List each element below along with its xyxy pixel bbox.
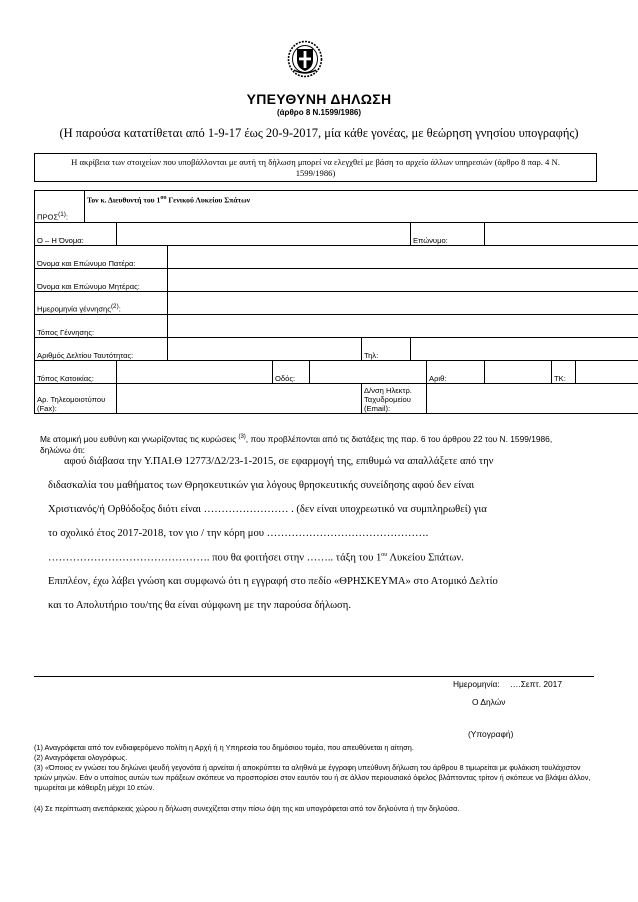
fax-label: Αρ. Τηλεομοιοτύπου (Fax):: [35, 384, 117, 414]
personal-details-form: [34, 190, 638, 414]
id-number-label: Αριθμός Δελτίου Ταυτότητας:: [35, 338, 168, 361]
mother-name-label: Όνομα και Επώνυμο Μητέρας:: [35, 269, 168, 292]
footnote-3: (3) «Όποιος εν γνώσει του δηλώνει ψευδή γεγονότα ή αρνείται ή αποκρύπτει τα αληθινά με έγγραφη υπεύθυνη δήλωση του άρθρου 8 τιμωρείται με φυλάκιση τουλάχιστον τριών μηνών. Εάν ο υπαίτιος αυτών των πράξεων σκόπευε να προσπορίσει στον εαυτόν του ή σε άλλον περιουσιακό όφελος βλάπτοντας τρίτον ή σκόπευε να βλάψει άλλον, τιμωρείται με κάθειρξη μέχρι 10 ετών.: [34, 763, 591, 792]
residence-label: Τόπος Κατοικίας:: [35, 361, 117, 384]
declaration-line: και το Απολυτήριο του/της θα είναι σύμφωνη με την παρούσα δήλωση.: [48, 600, 351, 611]
street-label: Οδός:: [273, 361, 310, 384]
hellenic-republic-emblem-icon: [287, 40, 323, 78]
sanctions-footnote-ref: (3): [238, 434, 246, 440]
residence-field[interactable]: [117, 361, 273, 384]
declaration-line: το σχολικό έτος 2017-2018, τον γιο / την κόρη μου ……………………………………….: [48, 528, 429, 539]
to-label-cell: [35, 191, 85, 223]
addressee-text-1: Τον κ. Διευθυντή του 1: [87, 195, 161, 205]
declaration-line-5-text-1: ………………………………………. που θα φοιτήσει στην …….. τάξη του 1: [48, 552, 382, 564]
declaration-line-5: [48, 552, 593, 564]
addressee-text-2: Γενικού Λυκείου Σπάτων: [166, 195, 251, 205]
addressee-superscript: ου: [160, 195, 167, 201]
footnote-1: (1) Αναγράφεται από τον ενδιαφερόμενο πολίτη η Αρχή ή η Υπηρεσία του δημόσιου τομέα, που απευθύνεται η αίτηση.: [34, 743, 414, 752]
signature-date-field[interactable]: ….Σεπτ. 2017: [510, 679, 562, 689]
zip-field[interactable]: [576, 361, 638, 384]
to-label-colon: :: [65, 213, 69, 222]
street-number-label: Αριθ:: [427, 361, 485, 384]
declaration-line-5-sup: ου: [381, 552, 388, 558]
declaration-line-5-text-2: Λυκείου Σπάτων.: [387, 552, 464, 564]
street-field[interactable]: [310, 361, 427, 384]
footnote-2: (2) Αναγράφεται ολογράφως.: [34, 753, 128, 762]
to-label: ΠΡΟΣ: [37, 213, 59, 222]
surname-field[interactable]: [485, 223, 638, 246]
phone-field[interactable]: [411, 338, 638, 361]
id-number-field[interactable]: [168, 338, 362, 361]
declarant-label: Ο Δηλών: [472, 697, 506, 707]
email-label: Δ/νση Ηλεκτρ. Ταχυδρομείου (Email):: [362, 384, 427, 414]
birthplace-label: Τόπος Γέννησης:: [35, 315, 168, 338]
father-name-label: Όνομα και Επώνυμο Πατέρα:: [35, 246, 168, 269]
declaration-line: Επιπλέον, έχω λάβει γνώση και συμφωνώ ότι η εγγραφή στο πεδίο «ΘΡΗΣΚΕΥΜΑ» στο Ατομικό Δελτίο: [48, 576, 498, 587]
dob-label-cell: [35, 292, 168, 315]
declaration-intro-text-1: Με ατομική μου ευθύνη και γνωρίζοντας τις κυρώσεις: [40, 433, 239, 444]
addressee-field[interactable]: [85, 191, 638, 223]
signature-date-label: Ημερομηνία:: [453, 679, 500, 689]
dob-label-colon: :: [118, 305, 121, 314]
zip-label: ΤΚ:: [552, 361, 576, 384]
email-field[interactable]: [427, 384, 638, 414]
surname-label: Επώνυμο:: [411, 223, 485, 246]
accuracy-notice-text: Η ακρίβεια των στοιχείων που υποβάλλονται με αυτή τη δήλωση μπορεί να ελεγχθεί με βάση το αρχείο άλλων υπηρεσιών (άρθρο 8 παρ. 4 Ν. 1599/1986): [71, 157, 560, 178]
declaration-intro: [40, 432, 585, 456]
declaration-line: διδασκαλία του μαθήματος των Θρησκευτικών για λόγους θρησκευτικής συνείδησης αφού δεν είναι: [48, 480, 475, 491]
submission-period-note: (Η παρούσα κατατίθεται από 1-9-17 έως 20-9-2017, μία κάθε γονέας, με θεώρηση γνησίου υπογραφής): [59, 126, 579, 140]
name-label: Ο – Η Όνομα:: [35, 223, 117, 246]
birthplace-field[interactable]: [168, 315, 638, 338]
declaration-intro-text-2: , που προβλέπονται από τις διατάξεις της παρ. 6 του άρθρου 22 του Ν. 1599/1986, δηλώνω ότι:: [40, 433, 553, 455]
declaration-line: Χριστιανός/ή Ορθόδοξος διότι είναι …………………… . (δεν είναι υποχρεωτικό να συμπληρωθεί) για: [48, 504, 487, 515]
document-subtitle: (άρθρο 8 Ν.1599/1986): [276, 108, 362, 117]
dob-footnote-ref: (2): [110, 303, 119, 311]
phone-label: Τηλ:: [362, 338, 411, 361]
section-divider: [34, 676, 594, 677]
dob-field[interactable]: [168, 292, 638, 315]
street-number-field[interactable]: [485, 361, 552, 384]
document-title: ΥΠΕΥΘΥΝΗ ΔΗΛΩΣΗ: [246, 91, 392, 107]
to-footnote-ref: (1): [58, 211, 66, 219]
declaration-line: αφού διάβασα την Υ.ΠΑΙ.Θ 12773/Δ2/23-1-2015, σε εφαρμογή της, επιθυμώ να απαλλάξετε από την: [64, 456, 494, 467]
dob-label: Ημερομηνία γέννησης: [37, 305, 111, 314]
father-name-field[interactable]: [168, 246, 638, 269]
signature-field[interactable]: (Υπογραφή): [468, 729, 514, 739]
footnote-4: (4) Σε περίπτωση ανεπάρκειας χώρου η δήλωση συνεχίζεται στην πίσω όψη της και υπογράφεται από τον δηλούντα ή την δηλούσα.: [34, 804, 460, 813]
fax-field[interactable]: [117, 384, 362, 414]
mother-name-field[interactable]: [168, 269, 638, 292]
name-field[interactable]: [117, 223, 411, 246]
accuracy-notice-box: [34, 153, 597, 182]
